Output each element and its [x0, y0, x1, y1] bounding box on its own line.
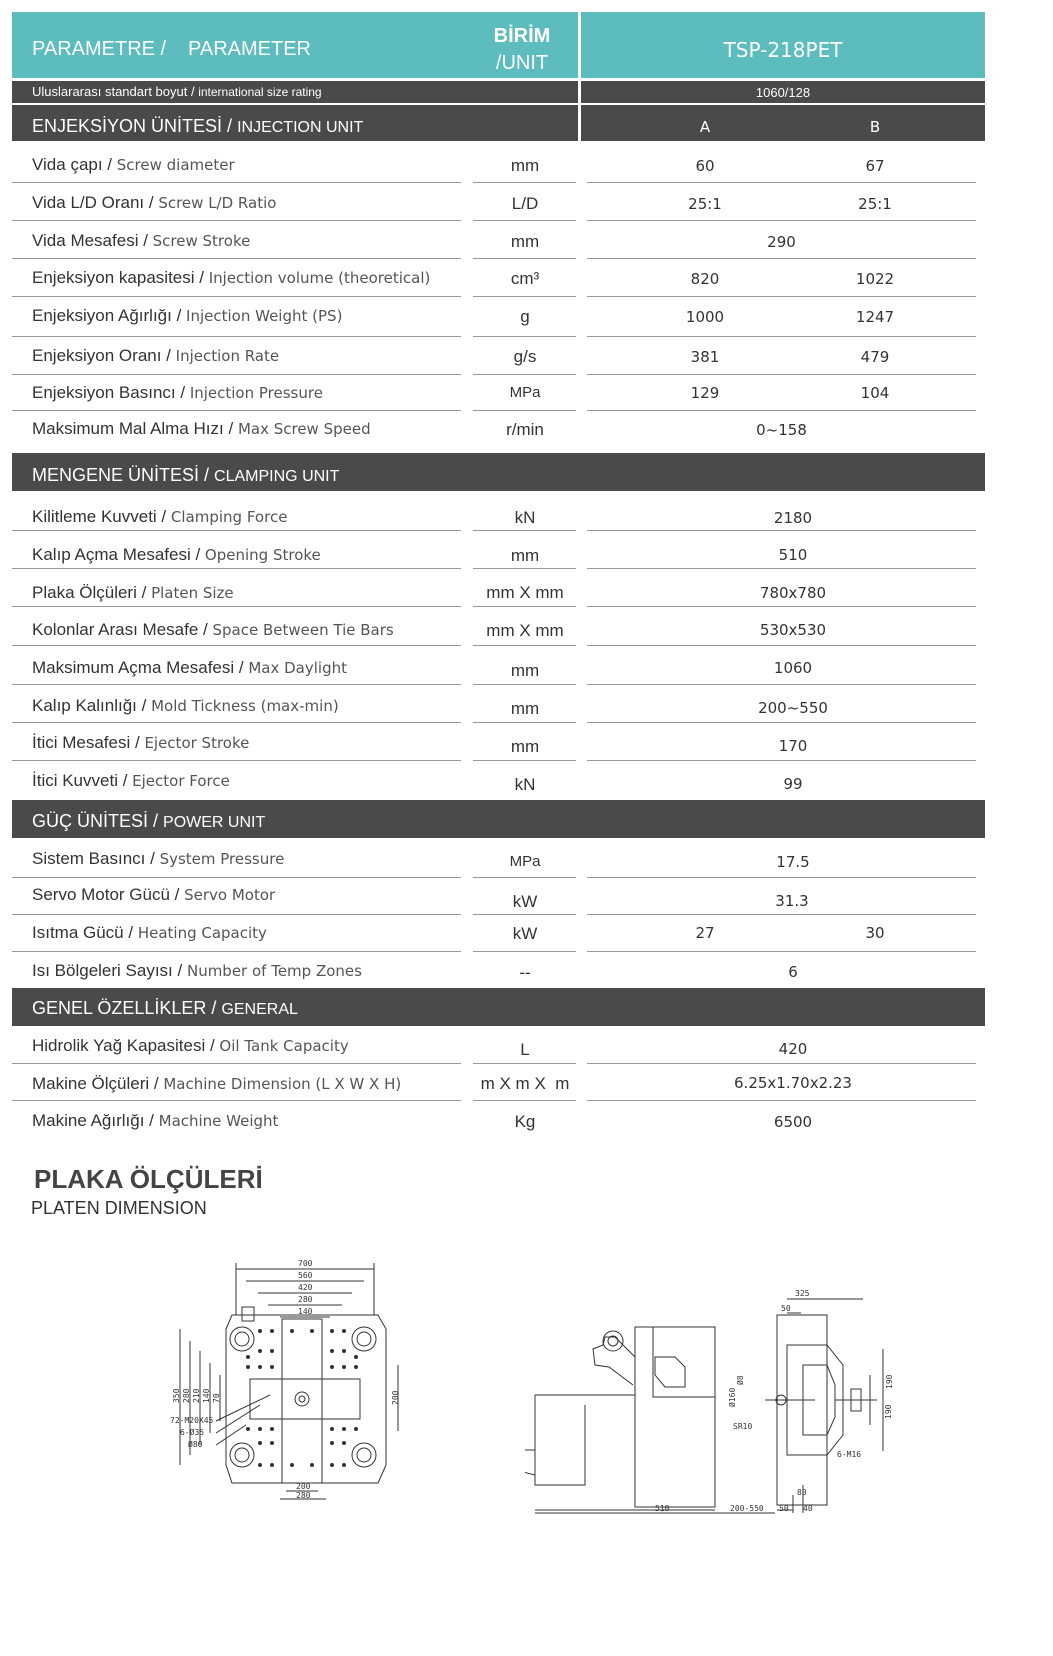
row-divider: [587, 645, 976, 646]
row-divider: [12, 374, 461, 375]
table-row-unit: mm: [510, 699, 540, 718]
dim-label: Ø8: [736, 1375, 745, 1385]
row-divider: [473, 645, 576, 646]
power-section-title: GÜÇ ÜNİTESİ / POWER UNIT: [32, 811, 266, 831]
table-row-value-a: 25:1: [688, 195, 722, 213]
header-model: TSP-218PET: [723, 38, 843, 62]
table-row-label: İtici Mesafesi / Ejector Stroke: [32, 733, 250, 752]
table-row-label: İtici Kuvveti / Ejector Force: [32, 771, 230, 790]
row-divider: [473, 877, 576, 878]
row-divider: [473, 760, 576, 761]
row-divider: [473, 1100, 576, 1101]
row-divider: [473, 684, 576, 685]
table-row-unit: mm X mm: [486, 583, 564, 602]
table-row-unit: MPa: [509, 853, 541, 870]
dim-label: 210: [192, 1388, 201, 1403]
dim-label: 280: [298, 1295, 313, 1304]
row-divider: [587, 182, 976, 183]
table-row-value-a: 820: [690, 270, 720, 288]
table-row-unit: L: [520, 1040, 530, 1059]
platen-side-drawing: [525, 1285, 905, 1530]
dim-label: 70: [212, 1393, 221, 1403]
table-row-value: 510: [778, 546, 808, 564]
table-row-value: 6500: [773, 1113, 813, 1131]
table-row-value: 2180: [773, 509, 813, 527]
row-divider: [12, 722, 461, 723]
row-divider: [587, 684, 976, 685]
row-divider: [473, 220, 576, 221]
dim-label: 6-M16: [837, 1450, 862, 1459]
table-row-label: Enjeksiyon Ağırlığı / Injection Weight (PS): [32, 306, 343, 325]
table-row-value: 420: [778, 1040, 808, 1058]
row-divider: [587, 760, 976, 761]
table-row-value-b: 1247: [855, 308, 895, 326]
row-divider: [12, 410, 461, 411]
table-row-label: Vida çapı / Screw diameter: [32, 155, 235, 174]
dim-label: 325: [795, 1289, 810, 1298]
table-row-value: 0~158: [756, 421, 807, 439]
row-divider: [473, 374, 576, 375]
row-divider: [587, 296, 976, 297]
table-row-value-a: 60: [695, 157, 715, 175]
dim-label: 40: [803, 1504, 813, 1513]
table-row-label: Makine Ağırlığı / Machine Weight: [32, 1111, 279, 1130]
table-row-label: Servo Motor Gücü / Servo Motor: [32, 885, 276, 904]
table-row-unit: cm³: [510, 269, 540, 288]
row-divider: [473, 336, 576, 337]
platen-subtitle: PLATEN DIMENSION: [31, 1198, 207, 1218]
row-divider: [12, 877, 461, 878]
clamping-section-title: MENGENE ÜNİTESİ / CLAMPING UNIT: [32, 465, 340, 485]
dim-label: 50: [779, 1504, 789, 1513]
dim-label: 190: [885, 1374, 894, 1389]
table-row-label: Vida L/D Oranı / Screw L/D Ratio: [32, 193, 277, 212]
table-row-label: Enjeksiyon Oranı / Injection Rate: [32, 346, 280, 365]
dim-label: SR10: [733, 1422, 753, 1431]
row-divider: [12, 258, 461, 259]
row-divider: [473, 606, 576, 607]
table-row-unit: mm: [510, 661, 540, 680]
table-row-unit: mm X mm: [486, 621, 564, 640]
row-divider: [587, 1063, 976, 1064]
dim-label: 200: [391, 1390, 400, 1405]
row-divider: [12, 530, 461, 531]
table-row-label: Enjeksiyon kapasitesi / Injection volume (theoretical): [32, 268, 431, 287]
table-row-value-a: 1000: [685, 308, 725, 326]
table-row-value-a: 381: [690, 348, 720, 366]
row-divider: [12, 182, 461, 183]
table-row-label: Kilitleme Kuvveti / Clamping Force: [32, 507, 288, 526]
dim-label: 72-M20X45: [170, 1416, 214, 1425]
row-divider: [12, 760, 461, 761]
dim-label: 190: [884, 1404, 893, 1419]
table-row-label: Kalıp Kalınlığı / Mold Tickness (max-min): [32, 696, 339, 715]
row-divider: [12, 951, 461, 952]
table-row-value: 530x530: [759, 621, 827, 639]
table-row-value: 1060: [773, 659, 813, 677]
dim-label: 140: [298, 1307, 313, 1316]
row-divider: [587, 336, 976, 337]
table-row-label: Hidrolik Yağ Kapasitesi / Oil Tank Capacity: [32, 1036, 349, 1055]
dim-label: 200: [296, 1482, 311, 1491]
row-divider: [587, 606, 976, 607]
header-unit-en: /UNIT: [495, 52, 549, 74]
table-row-unit: kW: [512, 892, 538, 911]
size-rating-value: 1060/128: [755, 85, 811, 100]
row-divider: [12, 1100, 461, 1101]
row-divider: [587, 568, 976, 569]
table-row-value: 780x780: [759, 584, 827, 602]
table-row-unit: r/min: [506, 420, 544, 439]
row-divider: [587, 951, 976, 952]
row-divider: [473, 258, 576, 259]
table-row-label: Isıtma Gücü / Heating Capacity: [32, 923, 267, 942]
row-divider: [12, 568, 461, 569]
row-divider: [587, 877, 976, 878]
row-divider: [473, 914, 576, 915]
row-divider: [473, 722, 576, 723]
table-row-value: 31.3: [775, 892, 809, 910]
row-divider: [587, 374, 976, 375]
table-row-value-b: 67: [865, 157, 885, 175]
row-divider: [587, 1100, 976, 1101]
row-divider: [12, 684, 461, 685]
dim-label: 50: [781, 1304, 791, 1313]
row-divider: [12, 1063, 461, 1064]
row-divider: [587, 258, 976, 259]
table-row-unit: g/s: [513, 347, 537, 366]
table-row-unit: MPa: [509, 384, 541, 401]
row-divider: [587, 220, 976, 221]
table-row-value: 170: [778, 737, 808, 755]
table-row-value: 6: [788, 963, 798, 981]
row-divider: [12, 220, 461, 221]
row-divider: [12, 336, 461, 337]
table-row-unit: kN: [514, 508, 536, 527]
table-row-unit: m X m X m: [480, 1074, 570, 1093]
table-row-label: Isı Bölgeleri Sayısı / Number of Temp Zones: [32, 961, 362, 980]
row-divider: [587, 410, 976, 411]
table-row-value: 290: [767, 233, 796, 251]
table-row-unit: g: [520, 307, 530, 326]
table-row-value: 200~550: [758, 699, 828, 717]
dim-label: 510: [655, 1504, 670, 1513]
dim-label: Ø160: [728, 1387, 737, 1407]
row-divider: [12, 296, 461, 297]
table-row-value: 99: [783, 775, 803, 793]
table-row-unit: kW: [512, 924, 538, 943]
general-section-title: GENEL ÖZELLİKLER / GENERAL: [32, 998, 298, 1018]
header-unit-tr: BİRİM: [493, 25, 551, 47]
table-row-value-b: 30: [865, 924, 885, 942]
table-row-value-b: 1022: [855, 270, 895, 288]
table-row-unit: kN: [514, 775, 536, 794]
row-divider: [473, 182, 576, 183]
row-divider: [12, 914, 461, 915]
table-row-value-a: 27: [695, 924, 715, 942]
table-row-value: 17.5: [776, 853, 810, 871]
platen-title: PLAKA ÖLÇÜLERİ: [34, 1164, 263, 1194]
row-divider: [473, 410, 576, 411]
table-row-unit: L/D: [511, 194, 539, 213]
injection-section-title: ENJEKSİYON ÜNİTESİ / INJECTION UNIT: [32, 116, 364, 136]
table-row-value: 6.25x1.70x2.23: [734, 1074, 852, 1092]
table-row-label: Sistem Basıncı / System Pressure: [32, 849, 285, 868]
dim-label: 6-Ø35: [180, 1428, 205, 1437]
table-row-unit: mm: [510, 232, 540, 251]
table-row-value-a: 129: [690, 384, 720, 402]
table-row-unit: mm: [510, 737, 540, 756]
dim-label: 350: [172, 1388, 181, 1403]
dim-label: 200-550: [730, 1504, 764, 1513]
size-rating-label: Uluslararası standart boyut / international size rating: [32, 84, 322, 99]
row-divider: [473, 568, 576, 569]
row-divider: [587, 530, 976, 531]
dim-label: 700: [298, 1259, 313, 1268]
row-divider: [587, 914, 976, 915]
table-row-label: Enjeksiyon Basıncı / Injection Pressure: [32, 383, 323, 402]
table-row-unit: mm: [510, 546, 540, 565]
dim-label: 280: [182, 1388, 191, 1403]
row-divider: [473, 1063, 576, 1064]
table-row-unit: mm: [510, 156, 540, 175]
row-divider: [12, 606, 461, 607]
table-row-label: Kolonlar Arası Mesafe / Space Between Tie Bars: [32, 620, 394, 639]
dim-label: 280: [296, 1491, 311, 1500]
table-row-label: Plaka Ölçüleri / Platen Size: [32, 583, 234, 602]
table-row-label: Makine Ölçüleri / Machine Dimension (L X W X H): [32, 1074, 402, 1093]
row-divider: [473, 296, 576, 297]
dim-label: 560: [298, 1271, 313, 1280]
row-divider: [473, 530, 576, 531]
table-row-value-b: 25:1: [858, 195, 892, 213]
table-row-value-b: 479: [860, 348, 890, 366]
row-divider: [473, 951, 576, 952]
dim-label: 420: [298, 1283, 313, 1292]
column-a-label: A: [699, 118, 711, 136]
table-row-label: Vida Mesafesi / Screw Stroke: [32, 231, 251, 250]
table-row-label: Maksimum Açma Mesafesi / Max Daylight: [32, 658, 347, 677]
header-param-tr: PARAMETRE /: [32, 38, 167, 60]
platen-front-drawing: [150, 1255, 410, 1505]
table-row-label: Kalıp Açma Mesafesi / Opening Stroke: [32, 545, 321, 564]
row-divider: [12, 645, 461, 646]
dim-label: 140: [202, 1388, 211, 1403]
dim-label: Ø80: [188, 1440, 203, 1449]
table-row-label: Maksimum Mal Alma Hızı / Max Screw Speed: [32, 419, 371, 438]
table-row-value-b: 104: [860, 384, 890, 402]
table-row-unit: Kg: [514, 1112, 536, 1131]
header-param-en: PARAMETER: [188, 38, 311, 60]
dim-label: 80: [797, 1488, 807, 1497]
table-row-unit: --: [519, 963, 531, 982]
column-b-label: B: [869, 118, 881, 136]
row-divider: [587, 722, 976, 723]
